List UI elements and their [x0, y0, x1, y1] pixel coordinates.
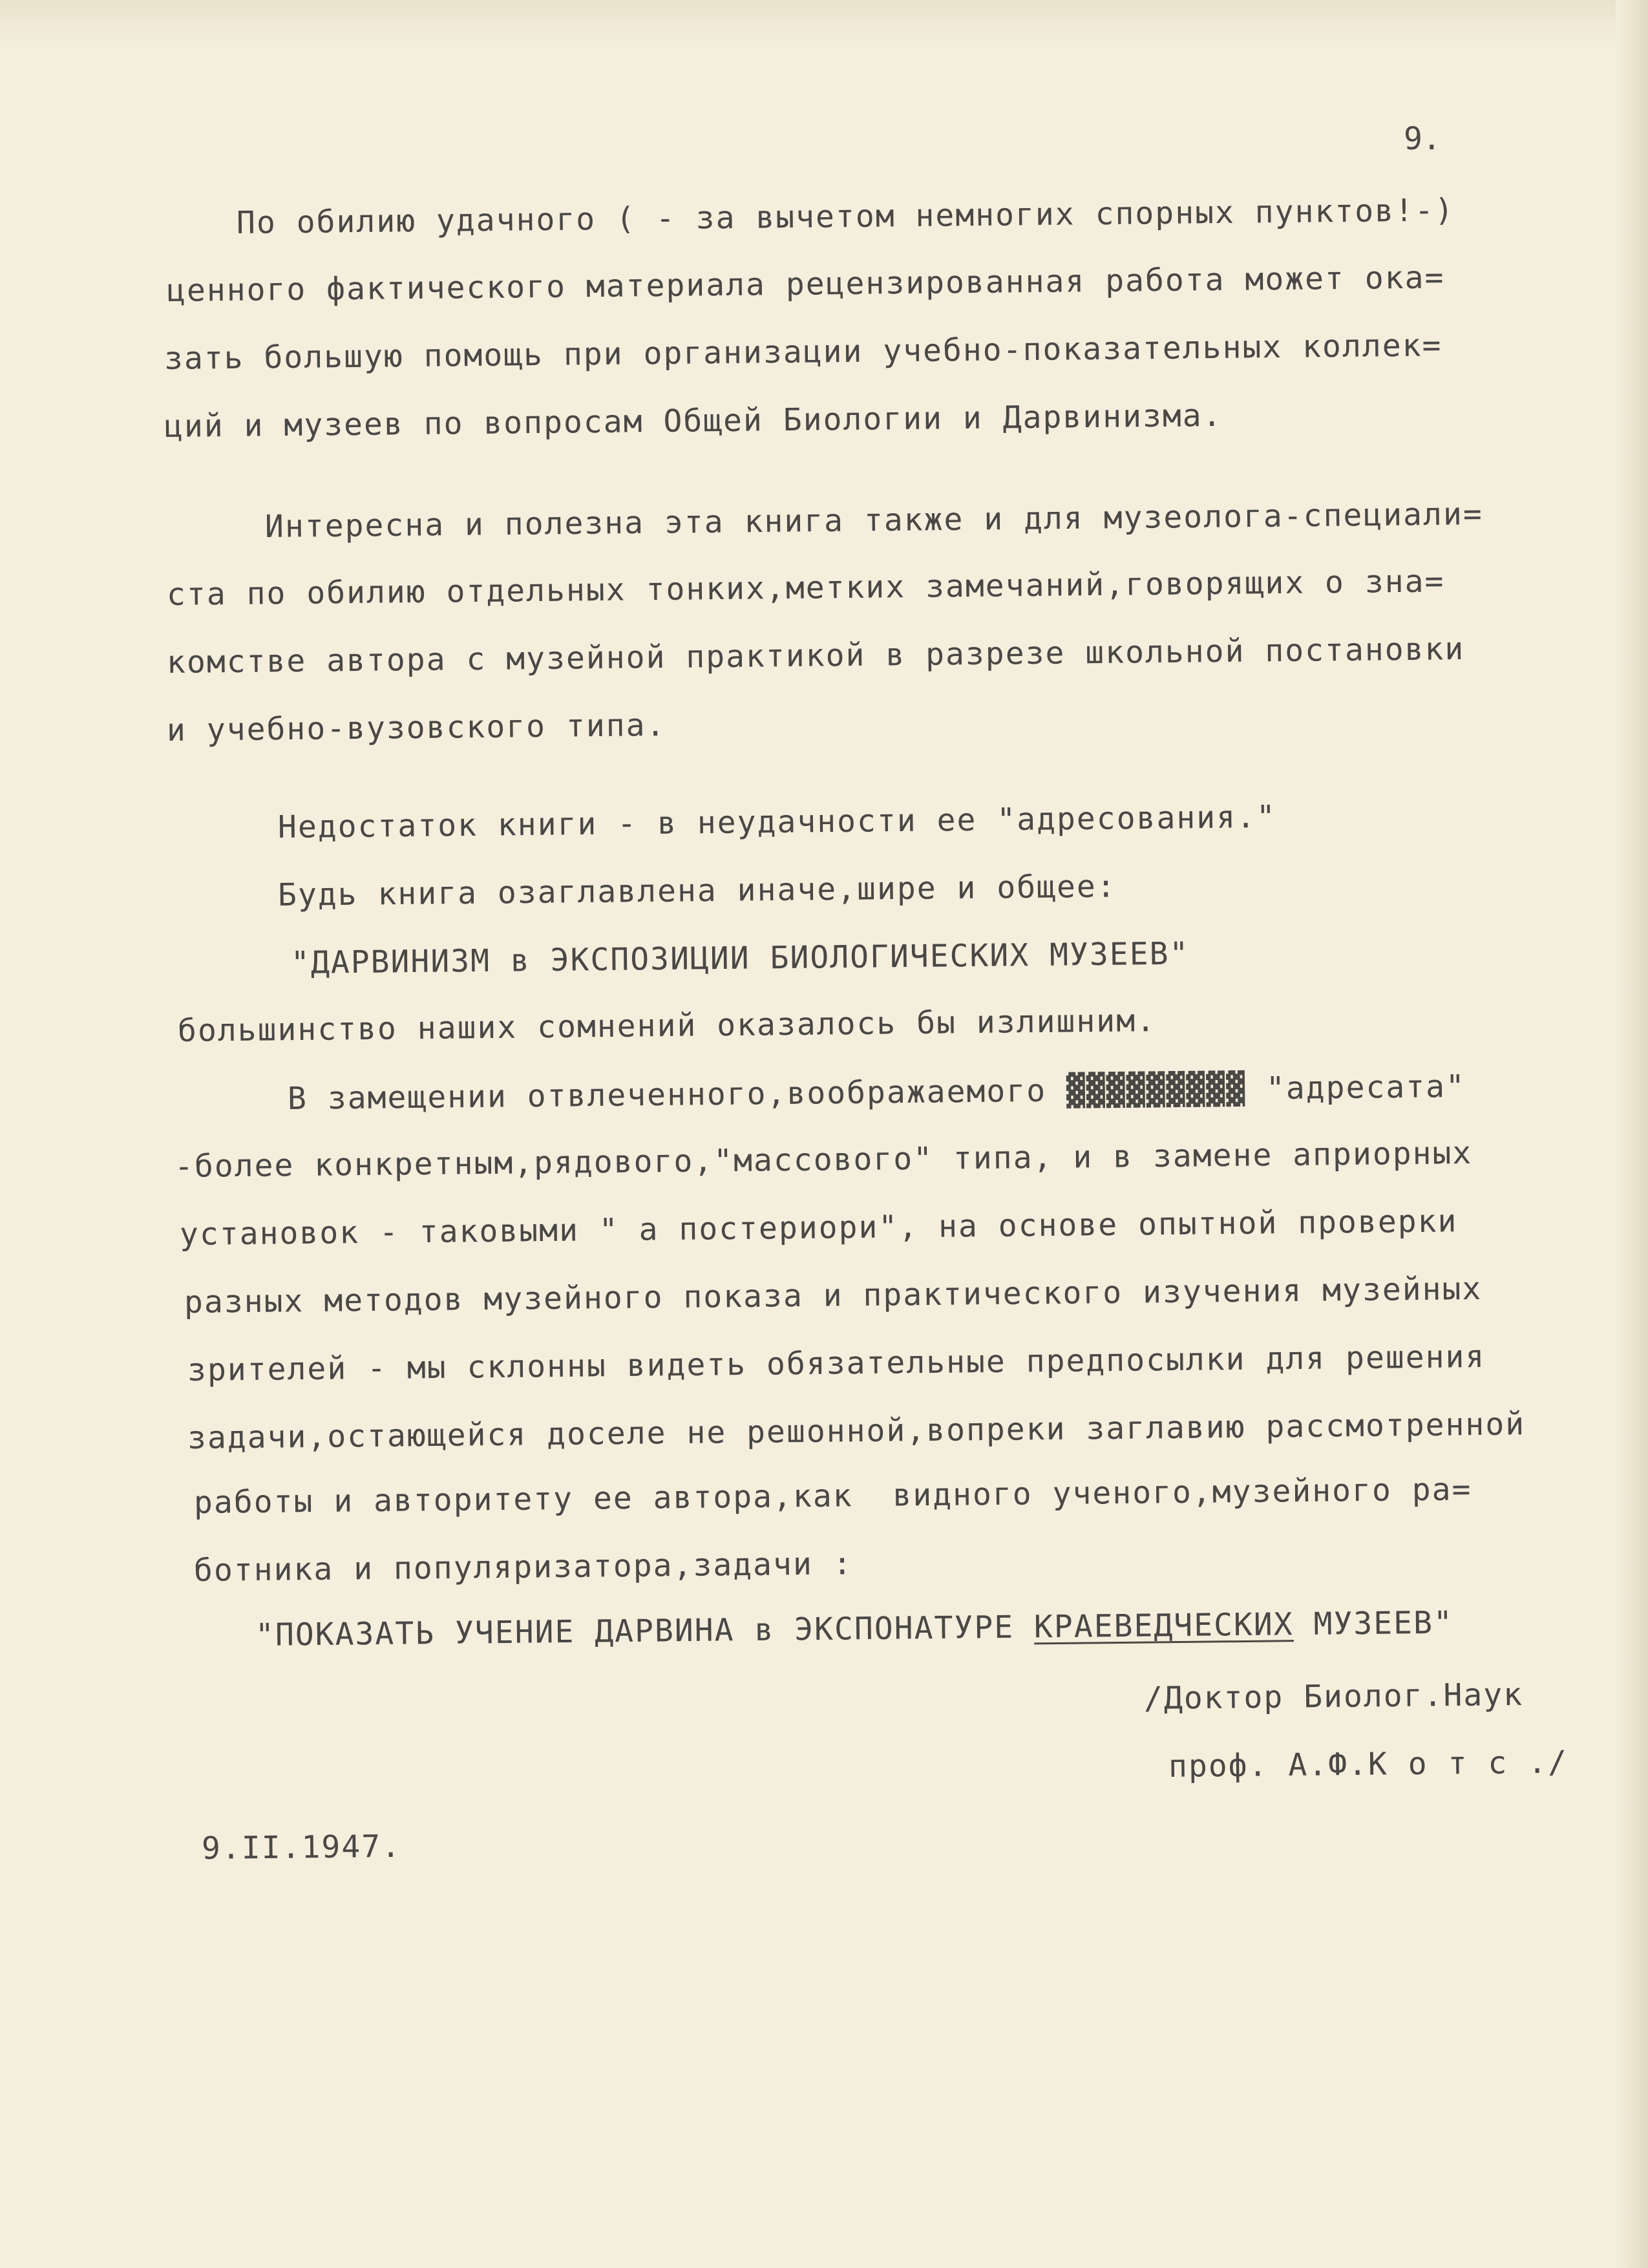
- paragraph-4-line-2: -более конкретным,рядового,"массового" типа, и в замене априорных: [174, 1134, 1473, 1185]
- document-date: 9.II.1947.: [201, 1828, 402, 1867]
- paragraph-3-line-4: большинство наших сомнений оказалось бы излишним.: [177, 1002, 1157, 1049]
- paragraph-3-line-3: "ДАРВИНИЗМ в ЭКСПОЗИЦИИ БИОЛОГИЧЕСКИХ МУЗЕЕВ": [290, 935, 1190, 981]
- paragraph-4-line-3: установок - таковыми " а постериори", на основе опытной проверки: [179, 1203, 1458, 1253]
- closing-quote-underlined: КРАЕВЕДЧЕСКИХ: [1033, 1606, 1294, 1646]
- paragraph-4-line-8: ботника и популяризатора,задачи :: [193, 1545, 853, 1589]
- paper-right-edge: [1616, 0, 1648, 2268]
- closing-quote: [255, 1604, 1453, 1655]
- paragraph-3-line-2: Будь книга озаглавлена иначе,шире и общее:: [277, 868, 1117, 913]
- closing-quote-before: "ПОКАЗАТЬ УЧЕНИЕ ДАРВИНА в ЭКСПОНАТУРЕ: [255, 1609, 1035, 1653]
- paragraph-4-line-5: зрителей - мы склонны видеть обязательные предпосылки для решения: [187, 1338, 1486, 1388]
- closing-quote-after: МУЗЕЕВ": [1293, 1604, 1454, 1643]
- paper-top-edge: [0, 0, 1648, 45]
- paragraph-1-line-4: ций и музеев по вопросам Общей Биологии и Дарвинизма.: [164, 397, 1223, 445]
- paragraph-2-line-2: ста по обилию отдельных тонких,метких замечаний,говорящих о зна=: [166, 563, 1445, 613]
- signature-name: проф. А.Ф.К о т с ./: [1168, 1744, 1569, 1785]
- paragraph-2-line-3: комстве автора с музейной практикой в разрезе школьной постановки: [166, 630, 1465, 681]
- paragraph-4-line-1: В замещении отвлеченного,воображаемого ▓▓▓▓▓▓▓▓▓ "адресата": [287, 1068, 1466, 1117]
- paragraph-2-line-1: Интересна и полезна эта книга также и для музеолога-специали=: [264, 496, 1484, 545]
- paragraph-1-line-1: По обилию удачного ( - за вычетом немногих спорных пунктов!-): [236, 192, 1455, 241]
- paragraph-2-line-4: и учебно-вузовского типа.: [166, 706, 666, 748]
- signature-title: /Доктор Биолог.Наук: [1143, 1676, 1524, 1717]
- paragraph-1-line-3: зать большую помощь при организации учебно-показательных коллек=: [164, 327, 1442, 377]
- paragraph-3-line-1: Недостаток книги - в неудачности ее "адресования.": [277, 798, 1277, 845]
- paragraph-4-line-6: задачи,остающейся доселе не решонной,вопреки заглавию рассмотренной: [187, 1406, 1526, 1456]
- paragraph-1-line-2: ценного фактического материала рецензированная работа может ока=: [166, 259, 1445, 309]
- page-number: 9.: [1404, 121, 1441, 157]
- paragraph-4-line-7: работы и авторитету ее автора,как видного ученого,музейного ра=: [193, 1471, 1472, 1521]
- paragraph-4-line-4: разных методов музейного показа и практического изучения музейных: [184, 1270, 1483, 1320]
